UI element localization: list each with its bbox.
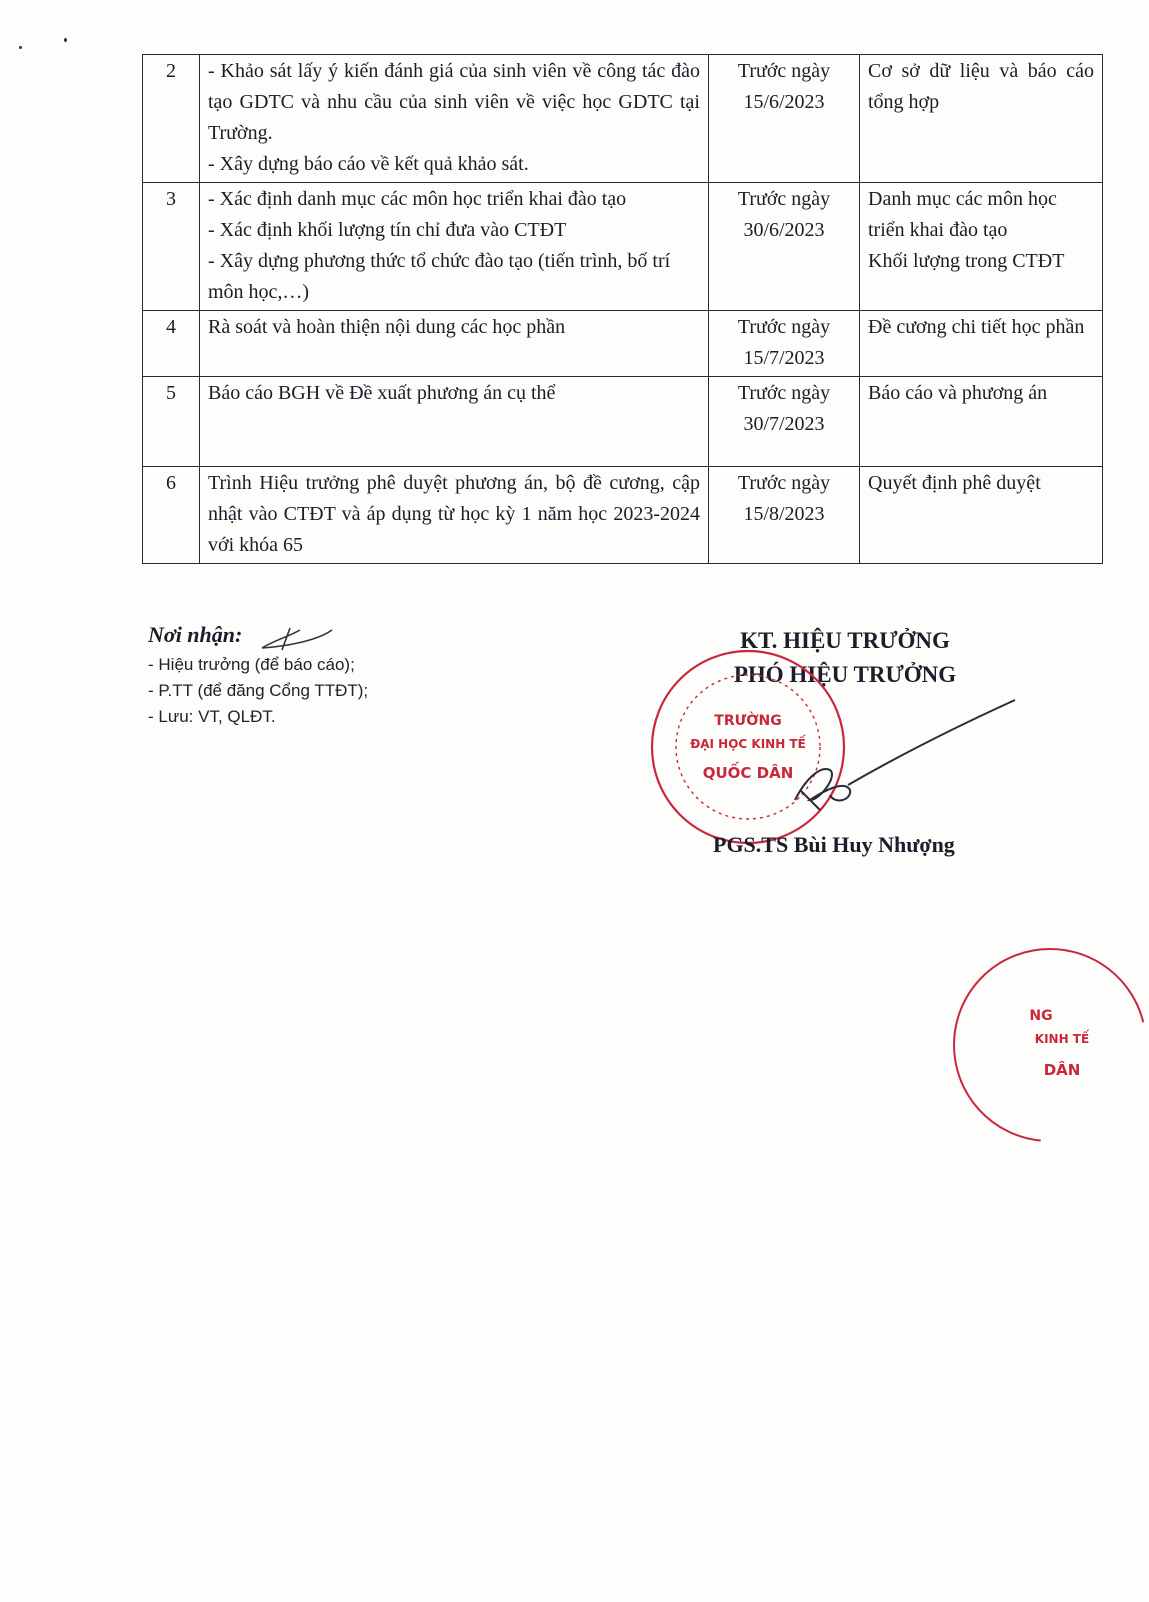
initials-mark: [262, 628, 332, 650]
output-line: Khối lượng trong CTĐT: [868, 250, 1065, 272]
receiver-item: - P.TT (để đăng Cổng TTĐT);: [148, 681, 369, 700]
partial-seal: [954, 949, 1146, 1141]
partial-seal-line2: KINH TẾ: [1034, 1032, 1090, 1046]
task-line: - Xác định khối lượng tín chỉ đưa vào CTĐT: [208, 219, 567, 241]
deadline-cell: Trước ngày 15/8/2023: [709, 467, 860, 564]
seal-text-line3: QUỐC DÂN: [702, 764, 794, 782]
partial-seal-line3: DÂN: [1043, 1061, 1081, 1079]
task-line: Rà soát và hoàn thiện nội dung các học phần: [208, 316, 566, 338]
output-line: Danh mục các môn học triển khai đào tạo: [868, 188, 1057, 241]
receivers-title: Nơi nhận:: [148, 622, 243, 647]
signature-role-line1: KT. HIỆU TRƯỞNG: [740, 628, 950, 653]
row-number: 6: [143, 467, 200, 564]
task-line: Báo cáo BGH về Đề xuất phương án cụ thể: [208, 382, 556, 404]
output-line: Đề cương chi tiết học phần: [868, 316, 1085, 338]
output-line: Báo cáo và phương án: [868, 382, 1048, 404]
receiver-item: - Hiệu trưởng (để báo cáo);: [148, 655, 355, 674]
row-number: 5: [143, 377, 200, 467]
row-number: 2: [143, 55, 200, 183]
output-line: Quyết định phê duyệt: [868, 472, 1041, 494]
task-line: Trình Hiệu trưởng phê duyệt phương án, bộ đề cương, cập nhật vào CTĐT và áp dụng từ học kỳ 1 năm học 2023-2024 với khóa 65: [208, 472, 700, 556]
deadline-cell: Trước ngày 30/6/2023: [709, 183, 860, 311]
task-line: - Xây dựng báo cáo về kết quả khảo sát.: [208, 153, 529, 175]
signer-name: PGS.TS Bùi Huy Nhượng: [713, 832, 955, 857]
output-line: Cơ sở dữ liệu và báo cáo tổng hợp: [868, 60, 1094, 113]
task-line: - Khảo sát lấy ý kiến đánh giá của sinh viên về công tác đào tạo GDTC và nhu cầu của sinh viên về việc học GDTC tại Trường.: [208, 60, 700, 144]
seal-text-line1: TRƯỜNG: [714, 713, 782, 729]
signature-role-line2: PHÓ HIỆU TRƯỞNG: [733, 662, 957, 687]
receiver-item: - Lưu: VT, QLĐT.: [148, 707, 276, 726]
task-line: - Xây dựng phương thức tổ chức đào tạo (tiến trình, bố trí môn học,…): [208, 250, 671, 303]
row-number: 4: [143, 311, 200, 377]
partial-seal-line1: NG: [1029, 1008, 1053, 1024]
deadline-cell: Trước ngày 15/6/2023: [709, 55, 860, 183]
seal-text-line2: ĐẠI HỌC KINH TẾ: [690, 737, 806, 751]
deadline-cell: Trước ngày 30/7/2023: [709, 377, 860, 467]
row-number: 3: [143, 183, 200, 311]
handwritten-signature: [795, 700, 1015, 810]
deadline-cell: Trước ngày 15/7/2023: [709, 311, 860, 377]
task-line: - Xác định danh mục các môn học triển khai đào tạo: [208, 188, 627, 210]
official-seal: [652, 651, 844, 843]
